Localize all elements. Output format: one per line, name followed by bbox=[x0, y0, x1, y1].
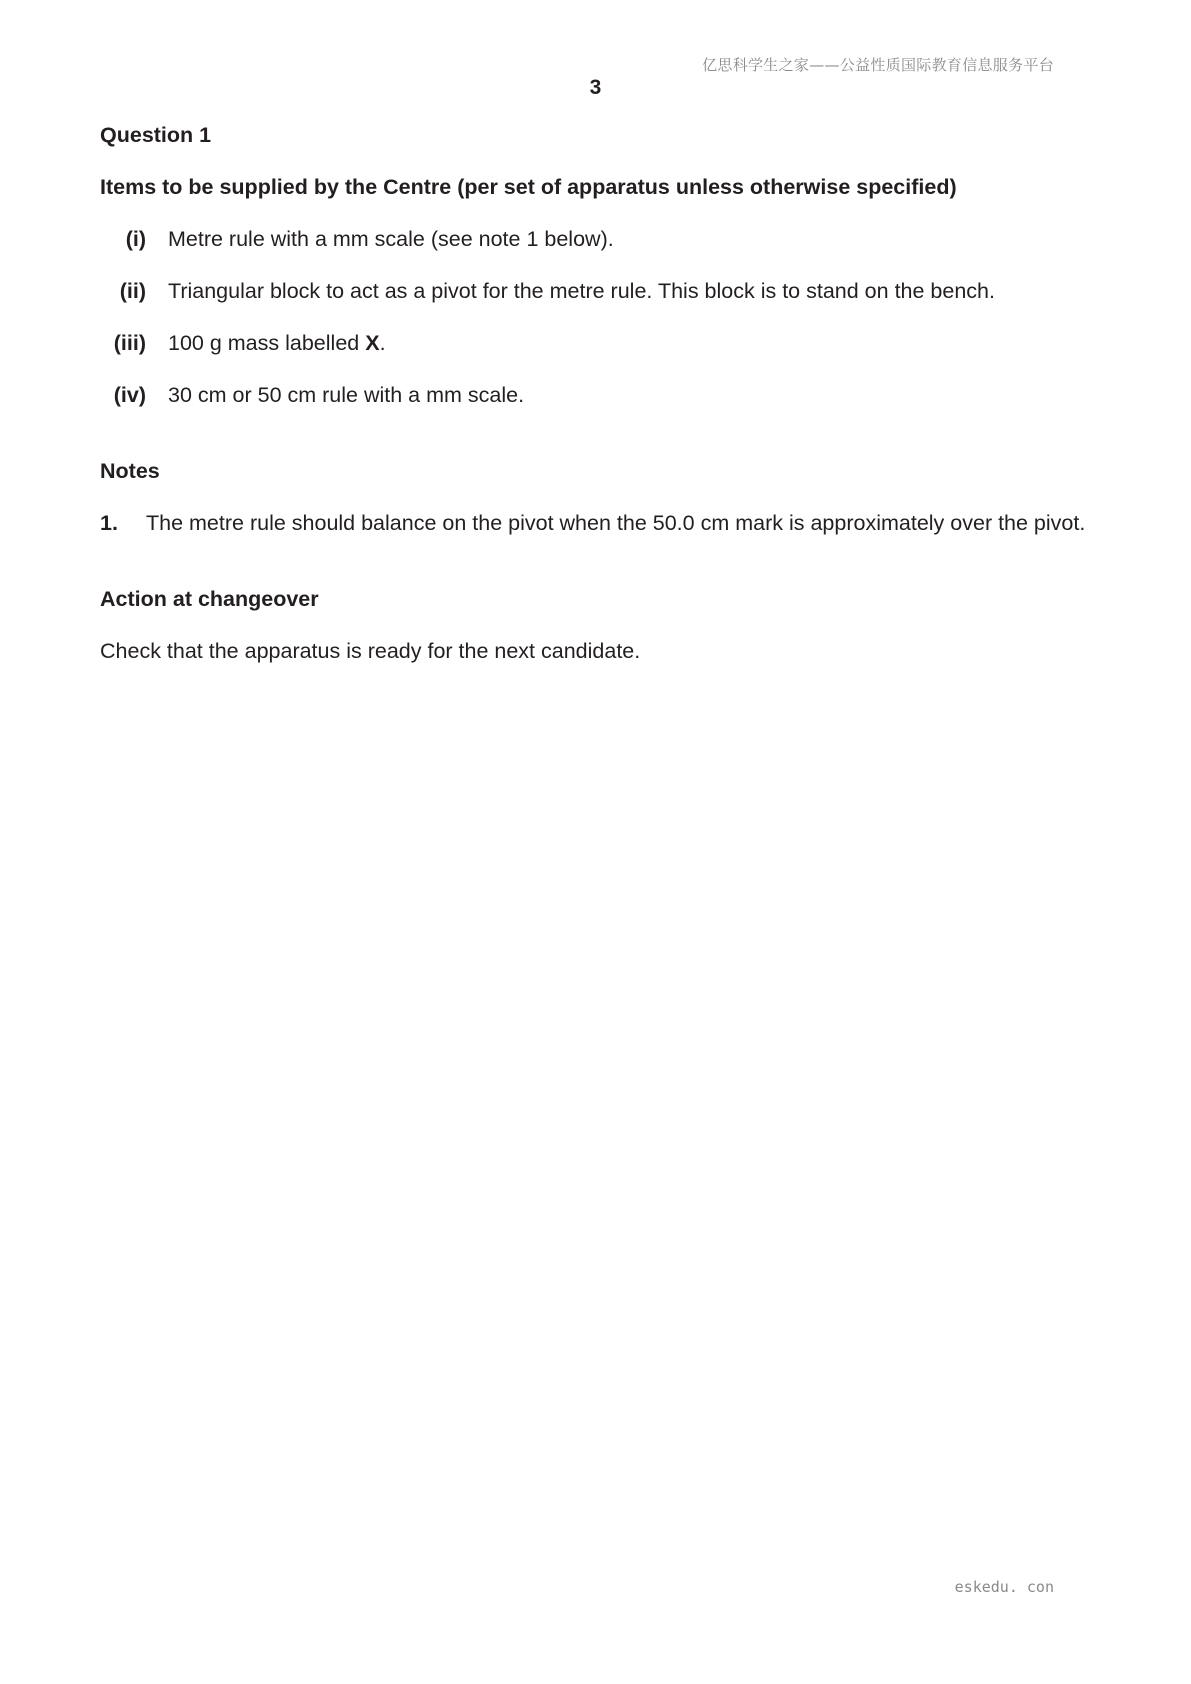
note-number: 1. bbox=[100, 511, 118, 535]
list-item bbox=[100, 277, 1100, 305]
item-text: 30 cm or 50 cm rule with a mm scale. bbox=[168, 383, 525, 407]
item-number: (i) bbox=[125, 227, 146, 251]
page-number: 3 bbox=[589, 76, 602, 99]
list-item bbox=[100, 225, 1100, 253]
apparatus-list bbox=[100, 225, 1100, 409]
item-text: Metre rule with a mm scale (see note 1 below). bbox=[168, 227, 614, 251]
document-body bbox=[100, 121, 1100, 665]
question-title: Question 1 bbox=[100, 123, 212, 147]
note-text: The metre rule should balance on the pivot when the 50.0 cm mark is approximately over the pivot. bbox=[146, 511, 1086, 535]
item-number: (iv) bbox=[113, 383, 146, 407]
footer-watermark: eskedu. con bbox=[954, 1578, 1054, 1596]
item-text-start: 100 g mass labelled bbox=[168, 331, 366, 355]
header-watermark: 亿思科学生之家——公益性质国际教育信息服务平台 bbox=[702, 56, 1054, 74]
mass-label: X bbox=[365, 331, 380, 355]
items-heading: Items to be supplied by the Centre (per set of apparatus unless otherwise specified) bbox=[100, 175, 957, 199]
note-item bbox=[100, 509, 1100, 537]
action-heading: Action at changeover bbox=[100, 587, 319, 611]
item-number: (ii) bbox=[119, 279, 146, 303]
list-item bbox=[100, 381, 1100, 409]
action-text: Check that the apparatus is ready for the next candidate. bbox=[100, 639, 641, 663]
item-text bbox=[168, 329, 386, 357]
item-text: Triangular block to act as a pivot for the metre rule. This block is to stand on the bench. bbox=[168, 279, 995, 303]
item-number: (iii) bbox=[113, 331, 146, 355]
list-item bbox=[100, 329, 1100, 357]
item-text-end: . bbox=[379, 331, 386, 355]
notes-heading: Notes bbox=[100, 459, 160, 483]
